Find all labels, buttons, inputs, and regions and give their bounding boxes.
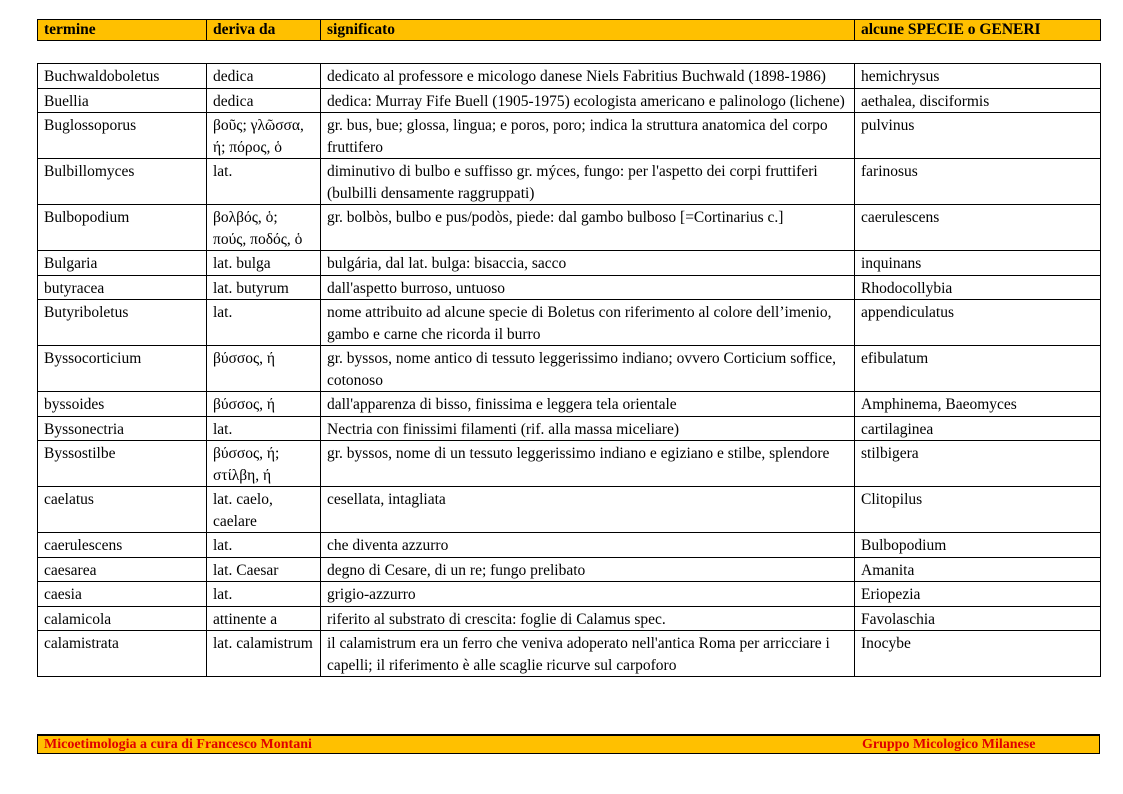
meaning-cell: gr. bolbòs, bulbo e pus/podòs, piede: dal gambo bulboso [=Cortinarius c.] — [321, 205, 855, 251]
header-significato: significato — [321, 20, 855, 41]
species-cell: farinosus — [855, 159, 1101, 205]
header-bar — [37, 19, 1101, 41]
table-row — [38, 346, 1101, 392]
derivation-cell: lat. bulga — [207, 251, 321, 276]
table-row — [38, 251, 1101, 276]
etymology-table — [37, 63, 1101, 677]
species-cell: Amanita — [855, 557, 1101, 582]
species-cell: stilbigera — [855, 441, 1101, 487]
species-cell: Amphinema, Baeomyces — [855, 392, 1101, 417]
table-row — [38, 88, 1101, 113]
term-cell: Butyriboletus — [38, 300, 207, 346]
table-row — [38, 441, 1101, 487]
term-cell: calamicola — [38, 606, 207, 631]
derivation-cell: dedica — [207, 64, 321, 89]
species-cell: hemichrysus — [855, 64, 1101, 89]
derivation-cell: lat. caelo, caelare — [207, 487, 321, 533]
table-row — [38, 582, 1101, 607]
etymology-table-body — [38, 64, 1101, 677]
derivation-cell: lat. — [207, 533, 321, 558]
table-row — [38, 533, 1101, 558]
species-cell: pulvinus — [855, 113, 1101, 159]
meaning-cell: che diventa azzurro — [321, 533, 855, 558]
header-specie-generi: alcune SPECIE o GENERI — [855, 20, 1101, 41]
derivation-cell: lat. — [207, 582, 321, 607]
derivation-cell: lat. calamistrum — [207, 631, 321, 677]
meaning-cell: bulgária, dal lat. bulga: bisaccia, sacco — [321, 251, 855, 276]
meaning-cell: dedicato al professore e micologo danese Niels Fabritius Buchwald (1898-1986) — [321, 64, 855, 89]
table-row — [38, 275, 1101, 300]
species-cell: inquinans — [855, 251, 1101, 276]
species-cell: Clitopilus — [855, 487, 1101, 533]
term-cell: caelatus — [38, 487, 207, 533]
header-row — [38, 20, 1101, 41]
term-cell: Buglossoporus — [38, 113, 207, 159]
header-termine: termine — [38, 20, 207, 41]
table-row — [38, 300, 1101, 346]
species-cell: Bulbopodium — [855, 533, 1101, 558]
table-row — [38, 557, 1101, 582]
derivation-cell: lat. — [207, 300, 321, 346]
meaning-cell: gr. bus, bue; glossa, lingua; e poros, poro; indica la struttura anatomica del corpo fruttifero — [321, 113, 855, 159]
term-cell: caesia — [38, 582, 207, 607]
meaning-cell: dall'aspetto burroso, untuoso — [321, 275, 855, 300]
species-cell: caerulescens — [855, 205, 1101, 251]
table-row — [38, 416, 1101, 441]
term-cell: Byssostilbe — [38, 441, 207, 487]
derivation-cell: βολβός, ὁ; πούς, ποδός, ὁ — [207, 205, 321, 251]
species-cell: Inocybe — [855, 631, 1101, 677]
meaning-cell: dedica: Murray Fife Buell (1905-1975) ecologista americano e palinologo (lichene) — [321, 88, 855, 113]
meaning-cell: riferito al substrato di crescita: foglie di Calamus spec. — [321, 606, 855, 631]
meaning-cell: gr. byssos, nome antico di tessuto leggerissimo indiano; ovvero Corticium soffice, cotonoso — [321, 346, 855, 392]
meaning-cell: gr. byssos, nome di un tessuto leggerissimo indiano e egiziano e stilbe, splendore — [321, 441, 855, 487]
term-cell: caerulescens — [38, 533, 207, 558]
footer-author: Micoetimologia a cura di Francesco Montani — [44, 737, 312, 752]
derivation-cell: βοῦς; γλῶσσα, ή; πόρος, ὁ — [207, 113, 321, 159]
term-cell: Bulgaria — [38, 251, 207, 276]
term-cell: byssoides — [38, 392, 207, 417]
footer-bar — [37, 734, 1100, 754]
meaning-cell: Nectria con finissimi filamenti (rif. alla massa miceliare) — [321, 416, 855, 441]
term-cell: calamistrata — [38, 631, 207, 677]
derivation-cell: βύσσος, ή; στίλβη, ή — [207, 441, 321, 487]
derivation-cell: lat. butyrum — [207, 275, 321, 300]
header-deriva-da: deriva da — [207, 20, 321, 41]
table-row — [38, 205, 1101, 251]
term-cell: caesarea — [38, 557, 207, 582]
species-cell: Favolaschia — [855, 606, 1101, 631]
footer-organization: Gruppo Micologico Milanese — [862, 737, 1036, 752]
derivation-cell: lat. Caesar — [207, 557, 321, 582]
meaning-cell: dall'apparenza di bisso, finissima e leggera tela orientale — [321, 392, 855, 417]
derivation-cell: lat. — [207, 159, 321, 205]
term-cell: butyracea — [38, 275, 207, 300]
table-row — [38, 631, 1101, 677]
meaning-cell: grigio-azzurro — [321, 582, 855, 607]
meaning-cell: il calamistrum era un ferro che veniva adoperato nell'antica Roma per arricciare i capelli; il riferimento è alle scaglie ricurve sul carpoforo — [321, 631, 855, 677]
term-cell: Buellia — [38, 88, 207, 113]
species-cell: Eriopezia — [855, 582, 1101, 607]
table-row — [38, 487, 1101, 533]
table-row — [38, 159, 1101, 205]
derivation-cell: attinente a — [207, 606, 321, 631]
term-cell: Byssocorticium — [38, 346, 207, 392]
table-row — [38, 392, 1101, 417]
meaning-cell: cesellata, intagliata — [321, 487, 855, 533]
term-cell: Bulbopodium — [38, 205, 207, 251]
term-cell: Buchwaldoboletus — [38, 64, 207, 89]
species-cell: Rhodocollybia — [855, 275, 1101, 300]
meaning-cell: nome attribuito ad alcune specie di Boletus con riferimento al colore dell’imenio, gambo e carne che ricorda il burro — [321, 300, 855, 346]
derivation-cell: βύσσος, ή — [207, 346, 321, 392]
species-cell: efibulatum — [855, 346, 1101, 392]
table-row — [38, 64, 1101, 89]
derivation-cell: βύσσος, ή — [207, 392, 321, 417]
meaning-cell: diminutivo di bulbo e suffisso gr. mýces, fungo: per l'aspetto dei corpi fruttiferi (bulbilli densamente raggruppati) — [321, 159, 855, 205]
meaning-cell: degno di Cesare, di un re; fungo prelibato — [321, 557, 855, 582]
derivation-cell: lat. — [207, 416, 321, 441]
species-cell: aethalea, disciformis — [855, 88, 1101, 113]
species-cell: cartilaginea — [855, 416, 1101, 441]
term-cell: Byssonectria — [38, 416, 207, 441]
table-row — [38, 606, 1101, 631]
species-cell: appendiculatus — [855, 300, 1101, 346]
term-cell: Bulbillomyces — [38, 159, 207, 205]
table-row — [38, 113, 1101, 159]
derivation-cell: dedica — [207, 88, 321, 113]
